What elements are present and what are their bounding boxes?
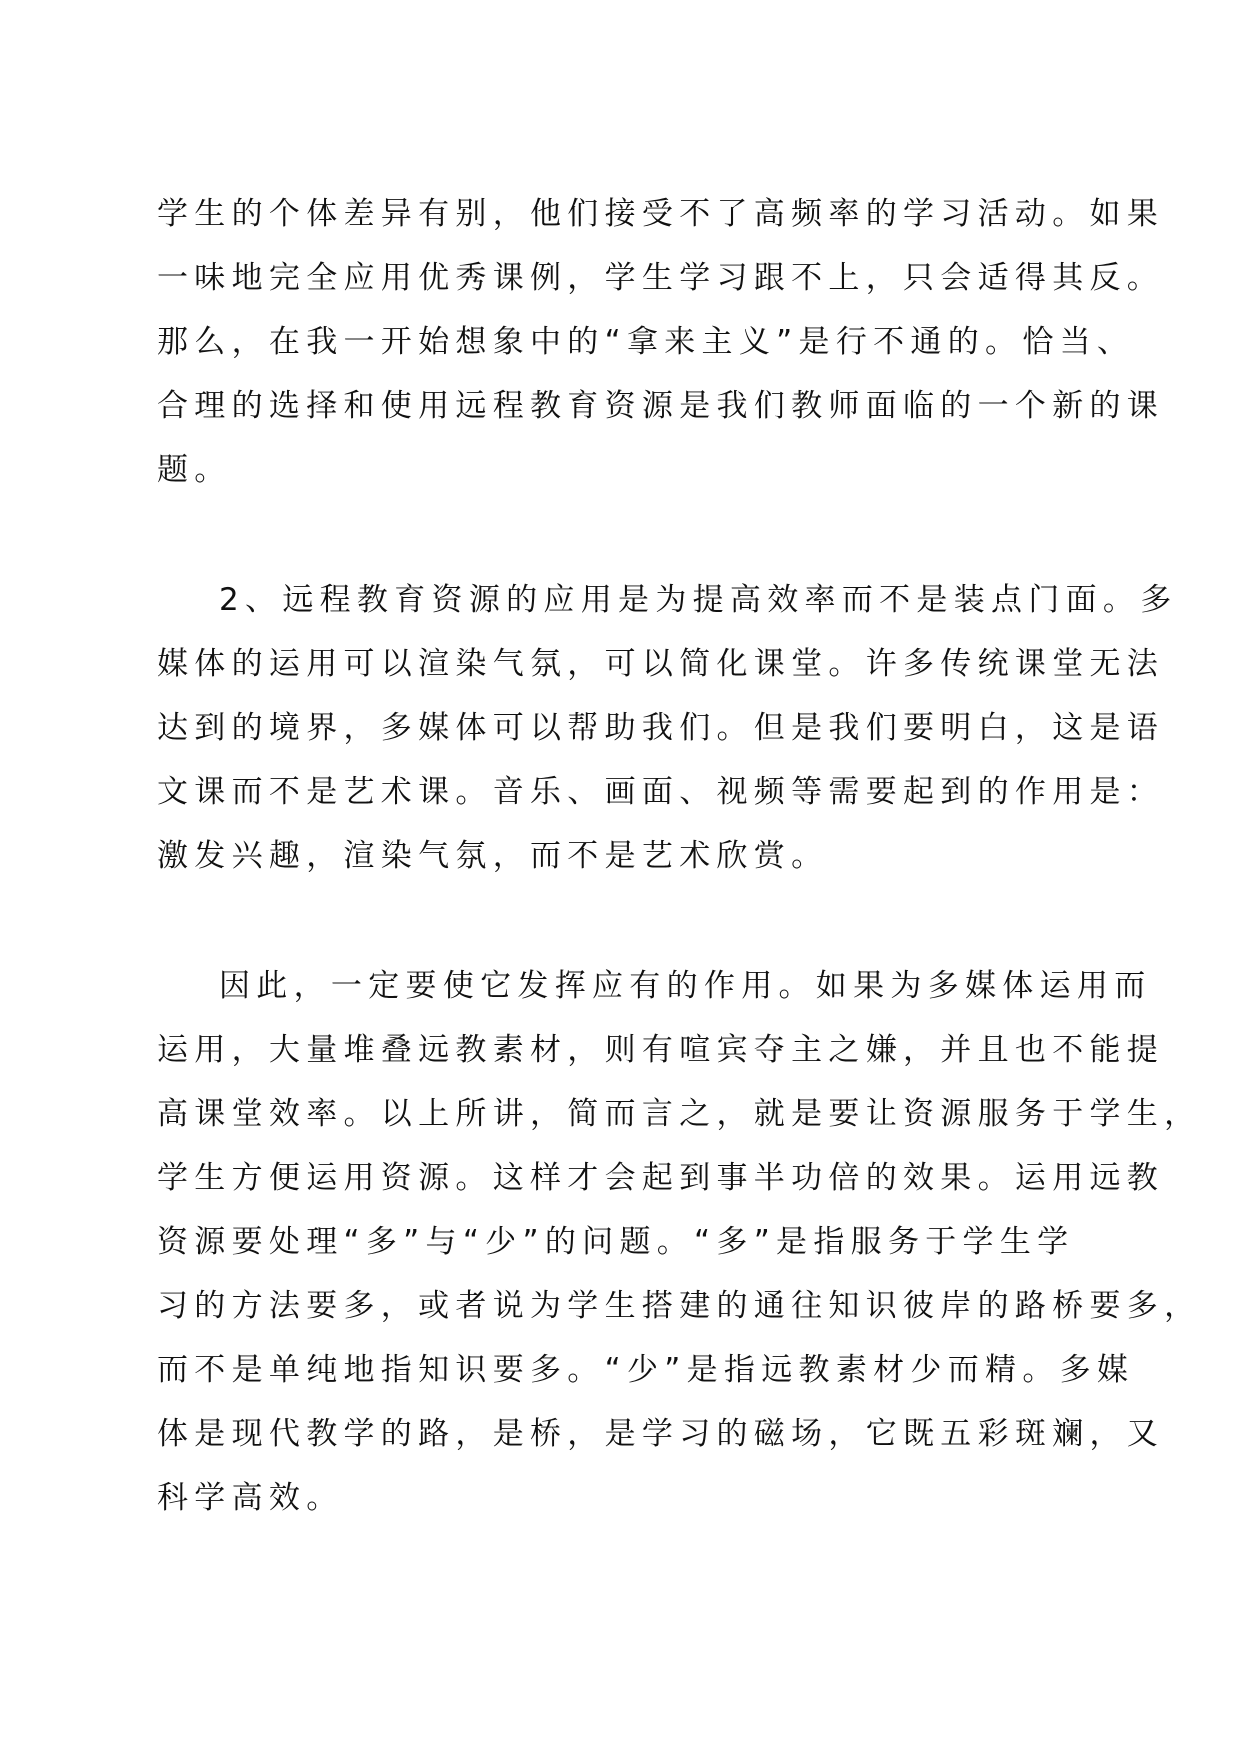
text-line: 达到的境界，多媒体可以帮助我们。但是我们要明白，这是语: [157, 710, 1165, 746]
text-line: 高课堂效率。以上所讲，简而言之，就是要让资源服务于学生，: [157, 1096, 1202, 1132]
text-line: 一味地完全应用优秀课例，学生学习跟不上，只会适得其反。: [157, 260, 1165, 296]
text-line: 那么，在我一开始想象中的“拿来主义”是行不通的。恰当、: [157, 324, 1135, 360]
paragraph-3: [157, 954, 1202, 1530]
text-line: 而不是单纯地指知识要多。“少”是指远教素材少而精。多媒: [157, 1352, 1135, 1388]
text-line: 因此，一定要使它发挥应有的作用。如果为多媒体运用而: [219, 968, 1152, 1004]
text-line: 文课而不是艺术课。音乐、画面、视频等需要起到的作用是：: [157, 774, 1165, 810]
text-line: 2、远程教育资源的应用是为提高效率而不是装点门面。多: [219, 582, 1178, 618]
text-line: 学生的个体差异有别，他们接受不了高频率的学习活动。如果: [157, 196, 1165, 232]
text-line: 体是现代教学的路，是桥，是学习的磁场，它既五彩斑斓，又: [157, 1416, 1165, 1452]
text-line: 合理的选择和使用远程教育资源是我们教师面临的一个新的课: [157, 388, 1165, 424]
text-line: 习的方法要多，或者说为学生搭建的通往知识彼岸的路桥要多，: [157, 1288, 1202, 1324]
text-line: 媒体的运用可以渲染气氛，可以简化课堂。许多传统课堂无法: [157, 646, 1165, 682]
document-body: [157, 182, 1202, 1530]
text-line: 科学高效。: [157, 1480, 344, 1516]
text-line: 运用，大量堆叠远教素材，则有喧宾夺主之嫌，并且也不能提: [157, 1032, 1165, 1068]
text-line: 激发兴趣，渲染气氛，而不是艺术欣赏。: [157, 838, 829, 874]
paragraph-1: [157, 182, 1165, 502]
text-line: 题。: [157, 452, 232, 488]
text-line: 学生方便运用资源。这样才会起到事半功倍的效果。运用远教: [157, 1160, 1165, 1196]
paragraph-2: [157, 568, 1178, 888]
text-line: 资源要处理“多”与“少”的问题。“多”是指服务于学生学: [157, 1224, 1075, 1260]
